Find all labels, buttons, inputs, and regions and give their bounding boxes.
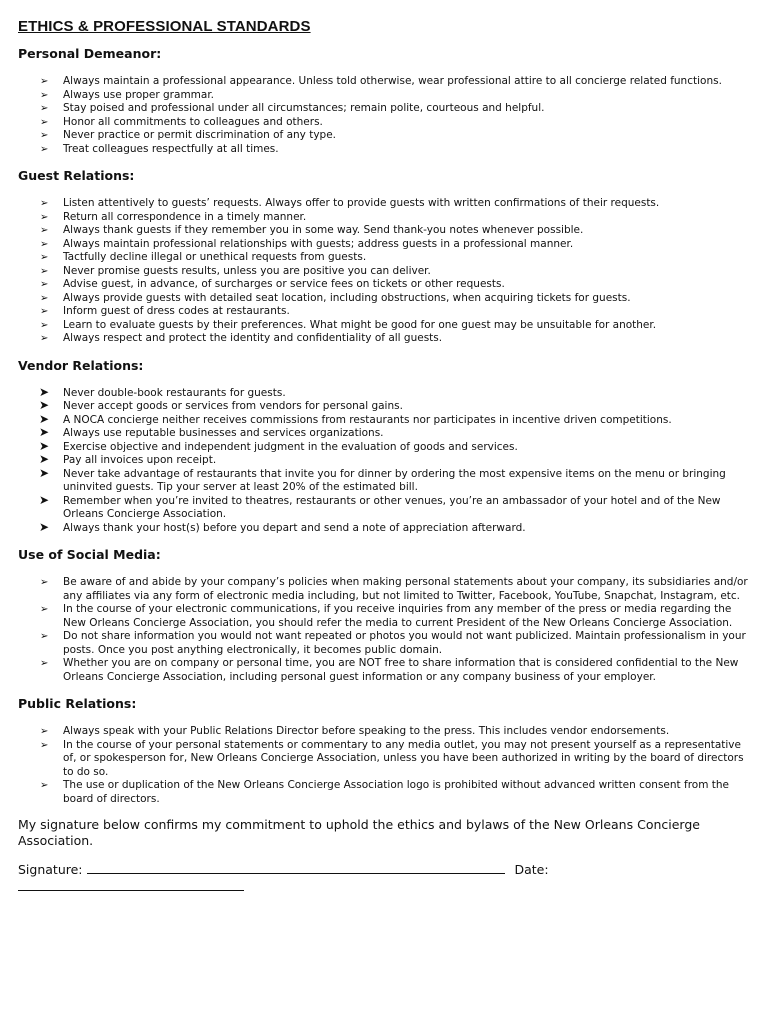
list-item-text: Always maintain a professional appearance. Unless told otherwise, wear professional attire to all concierge related functions.: [63, 75, 722, 87]
list-item: [18, 427, 753, 441]
list-item: [18, 224, 753, 238]
list-item: [18, 739, 753, 780]
list-item-text: Listen attentively to guests’ requests. Always offer to provide guests with written confirmations of their requests.: [63, 197, 660, 209]
arrow-bullet-icon: ➢: [40, 238, 49, 250]
list-item: [18, 278, 753, 292]
list-item: [18, 292, 753, 306]
date-label: Date:: [514, 862, 549, 877]
document-page: [18, 17, 753, 895]
arrow-bullet-icon: ➢: [40, 739, 49, 751]
list-item-text: Honor all commitments to colleagues and others.: [63, 115, 323, 128]
arrow-bullet-icon: ➢: [40, 658, 49, 669]
list-item: [18, 305, 753, 319]
list-item-text: Exercise objective and independent judgment in the evaluation of goods and services.: [63, 440, 518, 453]
social-media-list: [18, 576, 753, 684]
arrow-bullet-icon: ➢: [40, 89, 49, 101]
arrow-bullet-icon: ➢: [40, 604, 49, 615]
list-item: [18, 332, 753, 346]
arrow-bullet-icon: ➢: [40, 577, 49, 588]
list-item-text: Always respect and protect the identity and confidentiality of all guests.: [63, 332, 443, 344]
list-item: [18, 779, 753, 806]
list-item-text: Always use reputable businesses and services organizations.: [63, 427, 384, 439]
list-item-text: Pay all invoices upon receipt.: [63, 454, 217, 466]
list-item-text: A NOCA concierge neither receives commissions from restaurants nor participates in incentive driven competitions.: [63, 413, 672, 426]
arrow-bullet-icon: ➢: [40, 306, 49, 317]
list-item: [18, 725, 753, 739]
arrow-bullet-icon: ➢: [40, 333, 49, 344]
arrow-bullet-icon: ➤: [39, 492, 50, 507]
list-item-text: Advise guest, in advance, of surcharges or service fees on tickets or other requests.: [63, 278, 505, 290]
list-item-text: Be aware of and abide by your company’s policies when making personal statements about your company, its subsidiaries and/or any affiliates via any form of electronic media including, but not limited to Twitter, Facebook, YouTube, Snapchat, Instagram, etc.: [63, 576, 748, 602]
list-item-text: Never take advantage of restaurants that invite you for dinner by ordering the most expensive items on the menu or bringing uninvited guests. Tip your server at least 20% of the estimated bill.: [63, 467, 726, 493]
list-item-text: Treat colleagues respectfully at all times.: [63, 142, 279, 155]
list-item-text: Always maintain professional relationships with guests; address guests in a professional manner.: [63, 237, 574, 250]
list-item: [18, 265, 753, 279]
arrow-bullet-icon: ➤: [39, 411, 50, 426]
arrow-bullet-icon: ➤: [39, 465, 50, 480]
section-heading-guest-relations: Guest Relations:: [18, 168, 135, 183]
arrow-bullet-icon: ➢: [40, 780, 49, 791]
list-item-text: Stay poised and professional under all circumstances; remain polite, courteous and helpful.: [63, 102, 545, 114]
list-item-text: Always provide guests with detailed seat location, including obstructions, when acquiring tickets for guests.: [63, 291, 631, 304]
list-item: [18, 411, 753, 428]
list-item-text: Never practice or permit discrimination of any type.: [63, 129, 337, 141]
arrow-bullet-icon: ➢: [40, 116, 49, 128]
arrow-bullet-icon: ➢: [40, 211, 49, 223]
list-item-text: Never accept goods or services from vendors for personal gains.: [63, 400, 403, 412]
list-item: [18, 519, 753, 536]
list-item: [18, 319, 753, 333]
arrow-bullet-icon: ➢: [40, 143, 49, 155]
list-item-text: Tactfully decline illegal or unethical requests from guests.: [63, 251, 367, 263]
list-item-text: Always thank your host(s) before you depart and send a note of appreciation afterward.: [63, 521, 526, 534]
confirmation-statement: My signature below confirms my commitment to uphold the ethics and bylaws of the New Orleans Concierge Association.: [18, 817, 700, 848]
list-item-text: Whether you are on company or personal time, you are NOT free to share information that is considered confidential to the New Orleans Concierge Association, including personal guest information or any company business of your employer.: [63, 657, 739, 683]
list-item-text: Return all correspondence in a timely manner.: [63, 210, 307, 223]
list-item-text: Inform guest of dress codes at restaurants.: [63, 305, 290, 317]
list-item: [18, 89, 753, 103]
list-item: [18, 251, 753, 265]
public-relations-list: [18, 725, 753, 806]
list-item-text: Always thank guests if they remember you in some way. Send thank-you notes whenever possible.: [63, 224, 584, 236]
arrow-bullet-icon: ➢: [40, 319, 49, 331]
arrow-bullet-icon: ➢: [40, 726, 49, 737]
personal-demeanor-list: [18, 75, 753, 156]
vendor-relations-list: [18, 384, 753, 536]
signature-label: Signature:: [18, 862, 83, 877]
section-heading-vendor-relations: Vendor Relations:: [18, 357, 144, 373]
section-heading-public-relations: Public Relations:: [18, 696, 137, 711]
arrow-bullet-icon: ➢: [40, 279, 49, 290]
list-item: [18, 211, 753, 225]
arrow-bullet-icon: ➤: [39, 452, 50, 466]
list-item: [18, 657, 753, 684]
list-item: [18, 438, 753, 455]
list-item: [18, 603, 753, 630]
arrow-bullet-icon: ➤: [39, 425, 50, 439]
list-item: [18, 143, 753, 157]
list-item: [18, 129, 753, 143]
list-item: [18, 238, 753, 252]
list-item-text: Do not share information you would not want repeated or photos you would not want publicized. Maintain professionalism in your posts. Once you post anything electronically, it becomes public domain.: [63, 630, 746, 656]
arrow-bullet-icon: ➢: [40, 103, 49, 114]
list-item: [18, 75, 753, 89]
signature-line[interactable]: [87, 861, 505, 874]
page-title: ETHICS & PROFESSIONAL STANDARDS: [18, 18, 311, 35]
list-item-text: In the course of your electronic communications, if you receive inquiries from any member of the press or media regarding the New Orleans Concierge Association, you should refer the media to current President of the New Orleans Concierge Association.: [63, 603, 733, 629]
arrow-bullet-icon: ➢: [40, 292, 49, 304]
list-item: [18, 576, 753, 603]
guest-relations-list: [18, 197, 753, 346]
list-item-text: The use or duplication of the New Orleans Concierge Association logo is prohibited without advanced written consent from the board of directors.: [63, 779, 730, 805]
arrow-bullet-icon: ➢: [40, 130, 49, 141]
arrow-bullet-icon: ➤: [39, 519, 50, 534]
list-item-text: Never promise guests results, unless you are positive you can deliver.: [63, 264, 431, 277]
list-item: [18, 102, 753, 116]
list-item: [18, 400, 753, 414]
list-item-text: Always speak with your Public Relations Director before speaking to the press. This includes vendor endorsements.: [63, 725, 670, 737]
arrow-bullet-icon: ➢: [40, 631, 49, 642]
arrow-bullet-icon: ➢: [40, 198, 49, 209]
list-item: [18, 465, 753, 495]
section-heading-social-media: Use of Social Media:: [18, 547, 161, 562]
arrow-bullet-icon: ➢: [40, 265, 49, 277]
list-item-text: Remember when you’re invited to theatres, restaurants or other venues, you’re an ambassador of your hotel and of the New Orleans Concierge Association.: [63, 494, 721, 520]
arrow-bullet-icon: ➢: [40, 225, 49, 236]
list-item: [18, 384, 753, 401]
list-item: [18, 116, 753, 130]
arrow-bullet-icon: ➢: [40, 76, 49, 87]
arrow-bullet-icon: ➤: [39, 398, 50, 412]
list-item-text: Always use proper grammar.: [63, 88, 215, 101]
signature-block: [18, 861, 753, 895]
list-item: [18, 492, 753, 522]
list-item: [18, 454, 753, 468]
arrow-bullet-icon: ➤: [39, 438, 50, 453]
list-item: [18, 197, 753, 211]
list-item: [18, 630, 753, 657]
arrow-bullet-icon: ➤: [39, 384, 50, 399]
list-item-text: In the course of your personal statements or commentary to any media outlet, you may not present yourself as a representative of, or spokesperson for, New Orleans Concierge Association, unless you have been authorized in writing by the board of directors to do so.: [63, 738, 744, 778]
list-item-text: Learn to evaluate guests by their preferences. What might be good for one guest may be unsuitable for another.: [63, 318, 657, 331]
section-heading-personal-demeanor: Personal Demeanor:: [18, 46, 162, 61]
date-line[interactable]: [18, 878, 244, 891]
list-item-text: Never double-book restaurants for guests.: [63, 386, 286, 399]
arrow-bullet-icon: ➢: [40, 252, 49, 263]
